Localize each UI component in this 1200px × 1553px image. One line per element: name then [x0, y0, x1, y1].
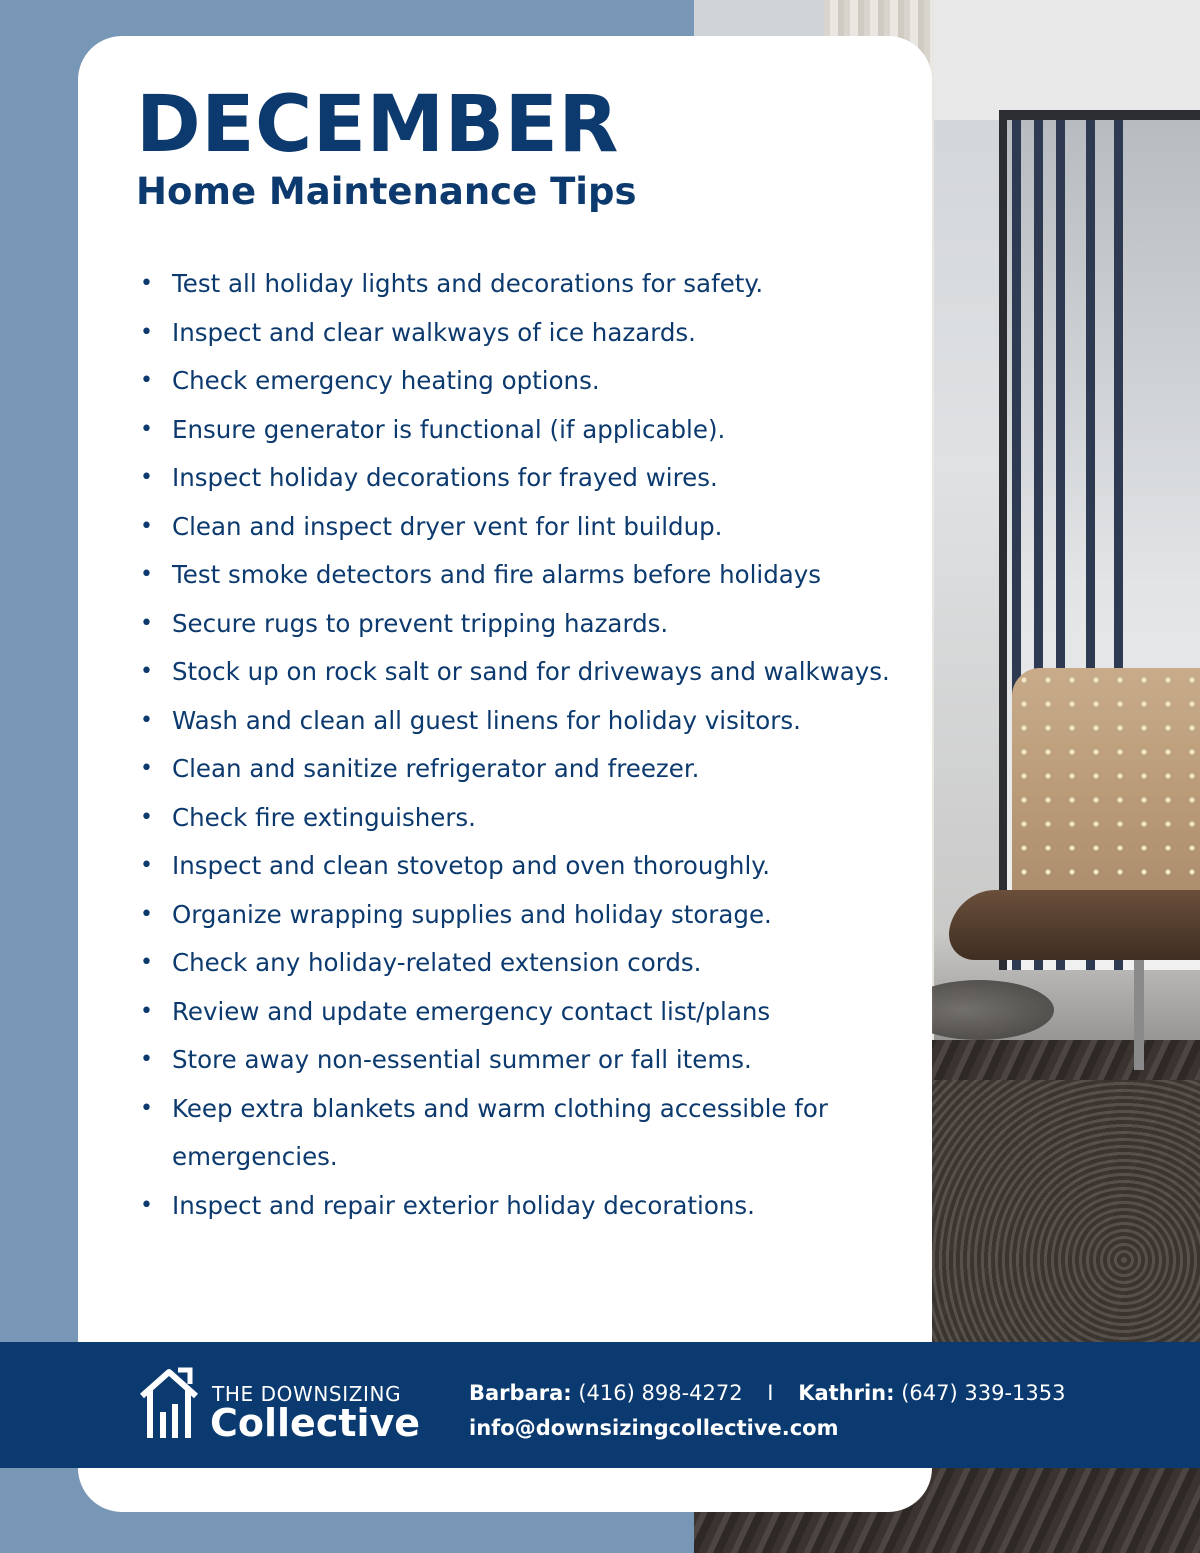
- brand-tagline: THE DOWNSIZING: [212, 1382, 402, 1406]
- house-logo-icon: [138, 1366, 200, 1442]
- page-subtitle: Home Maintenance Tips: [136, 170, 637, 213]
- list-item: • Ensure generator is functional (if applicable).: [140, 406, 920, 455]
- list-item: • Wash and clean all guest linens for holiday visitors.: [140, 697, 920, 746]
- contact-name: Kathrin:: [798, 1381, 895, 1405]
- photo-chair-back: [1012, 668, 1200, 928]
- contact-phones: [469, 1381, 1065, 1405]
- list-item: • Inspect and clear walkways of ice hazards.: [140, 309, 920, 358]
- page-title: DECEMBER: [136, 80, 619, 170]
- contact-name: Barbara:: [469, 1381, 572, 1405]
- list-item: • Test smoke detectors and fire alarms before holidays: [140, 551, 920, 600]
- list-item: • Test all holiday lights and decorations for safety.: [140, 260, 920, 309]
- list-item: • Check any holiday-related extension cords.: [140, 939, 920, 988]
- photo-wall: [934, 0, 1200, 120]
- list-item: • Keep extra blankets and warm clothing accessible for emergencies.: [140, 1085, 900, 1182]
- list-item: • Inspect and repair exterior holiday decorations.: [140, 1182, 920, 1231]
- list-item: • Store away non-essential summer or fall items.: [140, 1036, 920, 1085]
- list-item: • Inspect holiday decorations for frayed wires.: [140, 454, 920, 503]
- photo-chair-seat: [945, 890, 1200, 960]
- list-item: • Organize wrapping supplies and holiday storage.: [140, 891, 920, 940]
- list-item: • Check fire extinguishers.: [140, 794, 920, 843]
- list-item: • Stock up on rock salt or sand for driveways and walkways.: [140, 648, 900, 697]
- list-item: • Clean and sanitize refrigerator and freezer.: [140, 745, 920, 794]
- contact-phone: (647) 339-1353: [901, 1381, 1066, 1405]
- list-item: • Check emergency heating options.: [140, 357, 920, 406]
- contact-email: info@downsizingcollective.com: [469, 1416, 839, 1440]
- photo-rug: [914, 1080, 1200, 1380]
- list-item: • Inspect and clean stovetop and oven thoroughly.: [140, 842, 920, 891]
- brand-name: Collective: [210, 1401, 421, 1445]
- contact-phone: (416) 898-4272: [578, 1381, 743, 1405]
- list-item: • Review and update emergency contact list/plans: [140, 988, 920, 1037]
- list-item: • Secure rugs to prevent tripping hazards.: [140, 600, 920, 649]
- list-item: • Clean and inspect dryer vent for lint buildup.: [140, 503, 920, 552]
- tips-list: [140, 260, 920, 1230]
- photo-chair-leg: [1134, 960, 1144, 1070]
- contact-separator: I: [767, 1381, 774, 1405]
